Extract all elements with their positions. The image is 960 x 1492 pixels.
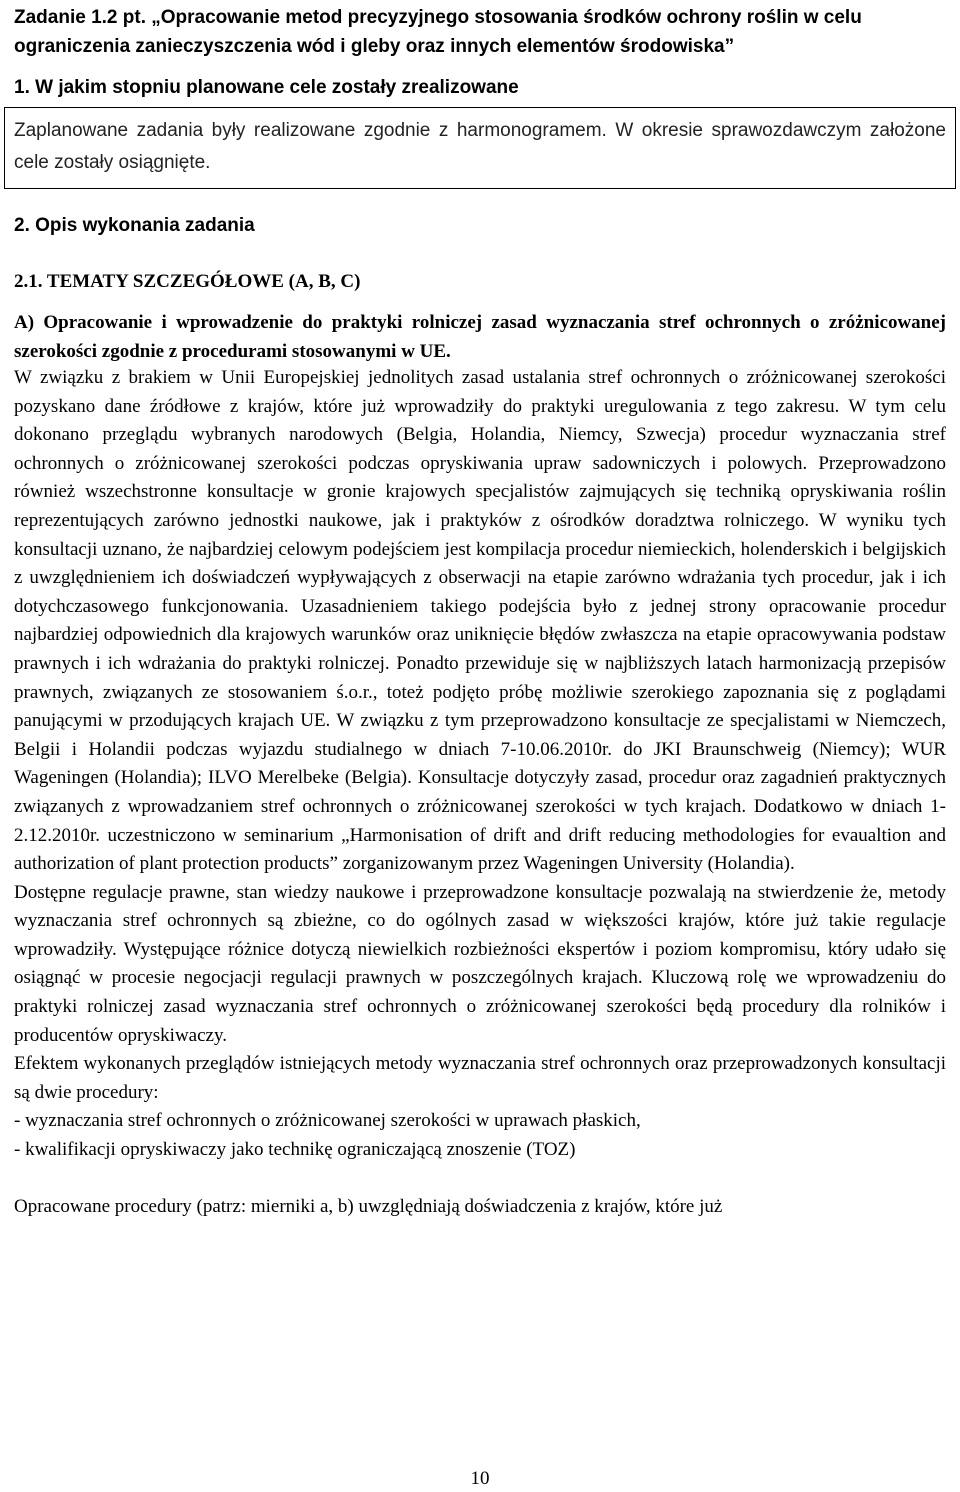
paragraph-1: W związku z brakiem w Unii Europejskiej jednolitych zasad ustalania stref ochronnych o zróżnicowanej szerokości pozyskano dane źródłowe z krajów, które już wprowadziły do praktyki uregulowania z tego zakresu. W tym celu dokonano przeglądu wybranych narodowych (Belgia, Holandia, Niemcy, Szwecja) procedur wyznaczania stref ochronnych o zróżnicowanej szerokości podczas opryskiwania upraw sadowniczych i polowych. Przeprowadzono również wszechstronne konsultacje w gronie krajowych specjalistów zajmujących się techniką opryskiwania roślin reprezentujących zarówno jednostki naukowe, jak i praktyków z ośrodków doradztwa rolniczego. W wyniku tych konsultacji uznano, że najbardziej celowym podejściem jest kompilacja procedur niemieckich, holenderskich i belgijskich z uwzględnieniem ich doświadczeń wypływających z obserwacji na etapie zarówno wdrażania tych procedur, jak i ich dotychczasowego funkcjonowania. Uzasadnieniem takiego podejścia było z jednej strony opracowanie procedur najbardziej odpowiednich dla krajowych warunków oraz uniknięcie błędów zwłaszcza na etapie opracowywania podstaw prawnych i ich wdrażania do praktyki rolniczej. Ponadto przewiduje się w najbliższych latach harmonizacją przepisów prawnych, związanych ze stosowaniem ś.o.r., toteż podjęto próbę możliwie szerokiego zapoznania się z poglądami panującymi w przodujących krajach UE. W związku z tym przeprowadzono konsultacje ze specjalistami w Niemczech, Belgii i Holandii podczas wyjazdu studialnego w dniach 7-10.06.2010r. do JKI Braunschweig (Niemcy); WUR Wageningen (Holandia); ILVO Merelbeke (Belgia). Konsultacje dotyczyły zasad, procedur oraz zagadnień praktycznych związanych z wprowadzaniem stref ochronnych o zróżnicowanej szerokości w tych krajach. Dodatkowo w dniach 1-2.12.2010r. uczestniczono w seminarium „Harmonisation of drift and drift reducing methodologies for evaualtion and authorization of plant protection products” zorganizowanym przez Wageningen University (Holandia). <box>14 367 946 875</box>
list-item: - kwalifikacji opryskiwaczy jako technikę ograniczającą znoszenie (TOZ) <box>14 1139 576 1161</box>
spacer <box>14 1165 946 1193</box>
section2-heading: 2. Opis wykonania zadania <box>14 215 255 236</box>
section1-heading: 1. W jakim stopniu planowane cele zostały zrealizowane <box>14 77 519 98</box>
paragraph-4: Opracowane procedury (patrz: mierniki a, b) uwzględniają doświadczenia z krajów, które już <box>14 1195 723 1217</box>
body-text <box>14 364 946 1221</box>
subsection-a-title: A) Opracowanie i wprowadzenie do praktyki rolniczej zasad wyznaczania stref ochronnych o zróżnicowanej szerokości zgodnie z procedurami stosowanymi w UE. <box>14 312 946 362</box>
summary-box-text: Zaplanowane zadania były realizowane zgodnie z harmonogramem. W okresie sprawozdawczym założone cele zostały osiągnięte. <box>14 120 946 173</box>
task-title: Zadanie 1.2 pt. „Opracowanie metod precyzyjnego stosowania środków ochrony roślin w celu ograniczenia zanieczyszczenia wód i gleby oraz innych elementów środowiska” <box>14 7 862 57</box>
paragraph-3: Efektem wykonanych przeglądów istniejących metody wyznaczania stref ochronnych oraz przeprowadzonych konsultacji są dwie procedury: <box>14 1053 946 1103</box>
list-item: - wyznaczania stref ochronnych o zróżnicowanej szerokości w uprawach płaskich, <box>14 1110 641 1132</box>
section2-subheading: 2.1. TEMATY SZCZEGÓŁOWE (A, B, C) <box>14 271 361 292</box>
page-number: 10 <box>470 1468 490 1489</box>
paragraph-2: Dostępne regulacje prawne, stan wiedzy naukowe i przeprowadzone konsultacje pozwalają na stwierdzenie że, metody wyznaczania stref ochronnych są zbieżne, co do ogólnych zasad w większości krajów, które już takie regulacje wprowadziły. Występujące różnice dotyczą niewielkich rozbieżności ekspertów i poziom kompromisu, który udało się osiągnąć w procesie negocjacji regulacji prawnych w poszczególnych krajach. Kluczową rolę we wprowadzeniu do praktyki rolniczej zasad wyznaczania stref ochronnych o zróżnicowanej szerokości będą procedury dla rolników i producentów opryskiwaczy. <box>14 881 946 1046</box>
